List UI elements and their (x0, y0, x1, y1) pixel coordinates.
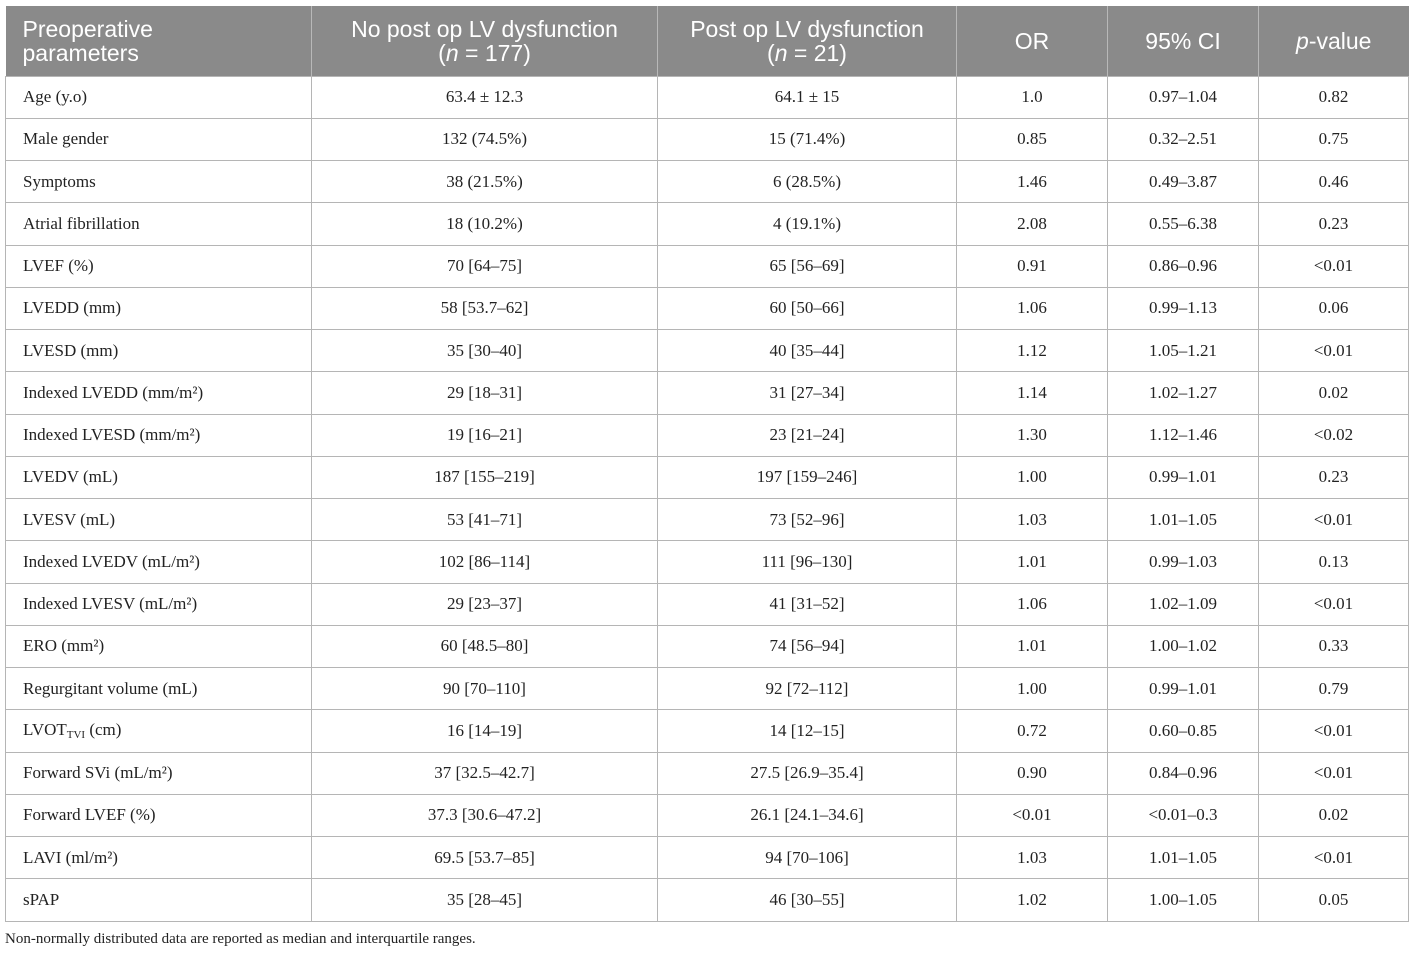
param-cell: sPAP (6, 879, 312, 921)
ci-cell: 0.84–0.96 (1108, 752, 1259, 794)
header-param-line2: parameters (22, 39, 139, 66)
header-no-dysf-count: = 177) (458, 39, 531, 66)
dysf-cell: 14 [12–15] (658, 710, 957, 752)
p-value-cell: <0.01 (1259, 499, 1409, 541)
ci-cell: 0.86–0.96 (1108, 245, 1259, 287)
header-no-dysf-n: n (445, 39, 459, 66)
dysf-cell: 15 (71.4%) (658, 118, 957, 160)
or-cell: 1.03 (957, 499, 1108, 541)
table-row (6, 499, 1409, 541)
no-dysf-cell: 35 [28–45] (312, 879, 658, 921)
no-dysf-cell: 29 [18–31] (312, 372, 658, 414)
param-cell: Forward LVEF (%) (6, 794, 312, 836)
table-row (6, 203, 1409, 245)
p-value-cell: <0.01 (1259, 330, 1409, 372)
p-value-cell: 0.33 (1259, 625, 1409, 667)
header-param-line1: Preoperative (22, 15, 153, 42)
no-dysf-cell: 187 [155–219] (312, 456, 658, 498)
dysf-cell: 26.1 [24.1–34.6] (658, 794, 957, 836)
no-dysf-cell: 60 [48.5–80] (312, 625, 658, 667)
ci-cell: 1.00–1.05 (1108, 879, 1259, 921)
p-value-cell: 0.75 (1259, 118, 1409, 160)
table-row (6, 245, 1409, 287)
header-no-dysf-paren: ( (438, 39, 446, 66)
no-dysf-cell: 63.4 ± 12.3 (312, 76, 658, 118)
p-value-cell: 0.23 (1259, 203, 1409, 245)
table-row (6, 794, 1409, 836)
header-p-var: p (1296, 27, 1309, 54)
or-cell: 0.85 (957, 118, 1108, 160)
or-cell: 1.00 (957, 456, 1108, 498)
dysf-cell: 31 [27–34] (658, 372, 957, 414)
no-dysf-cell: 37 [32.5–42.7] (312, 752, 658, 794)
param-cell: LVEDD (mm) (6, 287, 312, 329)
no-dysf-cell: 29 [23–37] (312, 583, 658, 625)
param-cell: Regurgitant volume (mL) (6, 668, 312, 710)
header-dysf-paren: ( (767, 39, 775, 66)
or-cell: 1.46 (957, 161, 1108, 203)
or-cell: 1.06 (957, 287, 1108, 329)
dysf-cell: 64.1 ± 15 (658, 76, 957, 118)
ci-cell: 0.60–0.85 (1108, 710, 1259, 752)
or-cell: 1.14 (957, 372, 1108, 414)
or-cell: 1.06 (957, 583, 1108, 625)
or-cell: 0.72 (957, 710, 1108, 752)
or-cell: 1.03 (957, 837, 1108, 879)
table-row (6, 625, 1409, 667)
no-dysf-cell: 16 [14–19] (312, 710, 658, 752)
param-cell: Symptoms (6, 161, 312, 203)
table-row (6, 456, 1409, 498)
param-cell: Indexed LVESD (mm/m²) (6, 414, 312, 456)
param-cell: Forward SVi (mL/m²) (6, 752, 312, 794)
ci-cell: 0.49–3.87 (1108, 161, 1259, 203)
no-dysf-cell: 90 [70–110] (312, 668, 658, 710)
p-value-cell: 0.46 (1259, 161, 1409, 203)
dysf-cell: 197 [159–246] (658, 456, 957, 498)
ci-cell: 0.97–1.04 (1108, 76, 1259, 118)
no-dysf-cell: 70 [64–75] (312, 245, 658, 287)
dysf-cell: 46 [30–55] (658, 879, 957, 921)
dysf-cell: 74 [56–94] (658, 625, 957, 667)
dysf-cell: 27.5 [26.9–35.4] (658, 752, 957, 794)
param-cell: Male gender (6, 118, 312, 160)
ci-cell: 0.32–2.51 (1108, 118, 1259, 160)
table-body (6, 76, 1409, 921)
p-value-cell: 0.23 (1259, 456, 1409, 498)
p-value-cell: 0.02 (1259, 794, 1409, 836)
header-preoperative-parameters (6, 6, 312, 76)
ci-cell: <0.01–0.3 (1108, 794, 1259, 836)
dysf-cell: 40 [35–44] (658, 330, 957, 372)
param-cell: LVESV (mL) (6, 499, 312, 541)
ci-cell: 0.99–1.01 (1108, 456, 1259, 498)
table-row (6, 330, 1409, 372)
table-row (6, 372, 1409, 414)
no-dysf-cell: 58 [53.7–62] (312, 287, 658, 329)
no-dysf-cell: 37.3 [30.6–47.2] (312, 794, 658, 836)
param-cell: ERO (mm²) (6, 625, 312, 667)
ci-cell: 0.55–6.38 (1108, 203, 1259, 245)
table-row (6, 752, 1409, 794)
or-cell: 1.01 (957, 541, 1108, 583)
lvot-sub: TVI (66, 729, 86, 742)
p-value-cell: <0.02 (1259, 414, 1409, 456)
ci-cell: 1.05–1.21 (1108, 330, 1259, 372)
header-no-dysfunction (312, 6, 658, 76)
dysf-cell: 92 [72–112] (658, 668, 957, 710)
or-cell: 1.30 (957, 414, 1108, 456)
param-cell: Indexed LVEDV (mL/m²) (6, 541, 312, 583)
table-row (6, 710, 1409, 752)
dysf-cell: 4 (19.1%) (658, 203, 957, 245)
no-dysf-cell: 132 (74.5%) (312, 118, 658, 160)
dysf-cell: 94 [70–106] (658, 837, 957, 879)
no-dysf-cell: 102 [86–114] (312, 541, 658, 583)
or-cell: 1.0 (957, 76, 1108, 118)
or-cell: 1.12 (957, 330, 1108, 372)
ci-cell: 0.99–1.03 (1108, 541, 1259, 583)
ci-cell: 0.99–1.01 (1108, 668, 1259, 710)
table-row (6, 879, 1409, 921)
ci-cell: 1.01–1.05 (1108, 499, 1259, 541)
table-row (6, 118, 1409, 160)
param-cell: LVEDV (mL) (6, 456, 312, 498)
param-cell: LVESD (mm) (6, 330, 312, 372)
header-no-dysf-line1: No post op LV dysfunction (351, 15, 618, 42)
param-cell: Indexed LVEDD (mm/m²) (6, 372, 312, 414)
or-cell: 1.00 (957, 668, 1108, 710)
dysf-cell: 41 [31–52] (658, 583, 957, 625)
ci-cell: 0.99–1.13 (1108, 287, 1259, 329)
param-cell: Indexed LVESV (mL/m²) (6, 583, 312, 625)
ci-cell: 1.01–1.05 (1108, 837, 1259, 879)
p-value-cell: <0.01 (1259, 245, 1409, 287)
param-cell (6, 710, 312, 752)
p-value-cell: 0.05 (1259, 879, 1409, 921)
param-cell: LAVI (ml/m²) (6, 837, 312, 879)
data-table (5, 6, 1409, 922)
param-cell: LVEF (%) (6, 245, 312, 287)
header-dysf-line1: Post op LV dysfunction (690, 15, 924, 42)
header-ci: 95% CI (1108, 6, 1259, 76)
p-value-cell: 0.82 (1259, 76, 1409, 118)
table-row (6, 541, 1409, 583)
header-dysfunction (658, 6, 957, 76)
ci-cell: 1.00–1.02 (1108, 625, 1259, 667)
or-cell: 0.90 (957, 752, 1108, 794)
footnote: Non-normally distributed data are reported as median and interquartile ranges. (5, 931, 476, 947)
table-row (6, 414, 1409, 456)
table-row (6, 837, 1409, 879)
or-cell: 0.91 (957, 245, 1108, 287)
param-cell: Age (y.o) (6, 76, 312, 118)
p-value-cell: <0.01 (1259, 837, 1409, 879)
lvot-base: LVOT (23, 720, 67, 740)
header-row (6, 6, 1409, 76)
or-cell: 2.08 (957, 203, 1108, 245)
param-cell: Atrial fibrillation (6, 203, 312, 245)
header-p-value (1259, 6, 1409, 76)
no-dysf-cell: 35 [30–40] (312, 330, 658, 372)
ci-cell: 1.02–1.27 (1108, 372, 1259, 414)
header-or: OR (957, 6, 1108, 76)
header-p-rest: -value (1308, 27, 1372, 54)
p-value-cell: 0.02 (1259, 372, 1409, 414)
p-value-cell: 0.13 (1259, 541, 1409, 583)
no-dysf-cell: 53 [41–71] (312, 499, 658, 541)
table-row (6, 76, 1409, 118)
dysf-cell: 23 [21–24] (658, 414, 957, 456)
table-row (6, 287, 1409, 329)
table-row (6, 668, 1409, 710)
lvot-unit: (cm) (85, 720, 122, 740)
p-value-cell: 0.79 (1259, 668, 1409, 710)
no-dysf-cell: 38 (21.5%) (312, 161, 658, 203)
or-cell: 1.01 (957, 625, 1108, 667)
p-value-cell: 0.06 (1259, 287, 1409, 329)
p-value-cell: <0.01 (1259, 752, 1409, 794)
dysf-cell: 73 [52–96] (658, 499, 957, 541)
dysf-cell: 65 [56–69] (658, 245, 957, 287)
p-value-cell: <0.01 (1259, 583, 1409, 625)
ci-cell: 1.02–1.09 (1108, 583, 1259, 625)
or-cell: <0.01 (957, 794, 1108, 836)
ci-cell: 1.12–1.46 (1108, 414, 1259, 456)
no-dysf-cell: 19 [16–21] (312, 414, 658, 456)
p-value-cell: <0.01 (1259, 710, 1409, 752)
table-row (6, 583, 1409, 625)
no-dysf-cell: 69.5 [53.7–85] (312, 837, 658, 879)
dysf-cell: 111 [96–130] (658, 541, 957, 583)
dysf-cell: 6 (28.5%) (658, 161, 957, 203)
table-header (6, 6, 1409, 76)
header-dysf-n: n (774, 39, 788, 66)
header-dysf-count: = 21) (787, 39, 847, 66)
table-row (6, 161, 1409, 203)
table-container (5, 6, 1408, 922)
dysf-cell: 60 [50–66] (658, 287, 957, 329)
or-cell: 1.02 (957, 879, 1108, 921)
no-dysf-cell: 18 (10.2%) (312, 203, 658, 245)
